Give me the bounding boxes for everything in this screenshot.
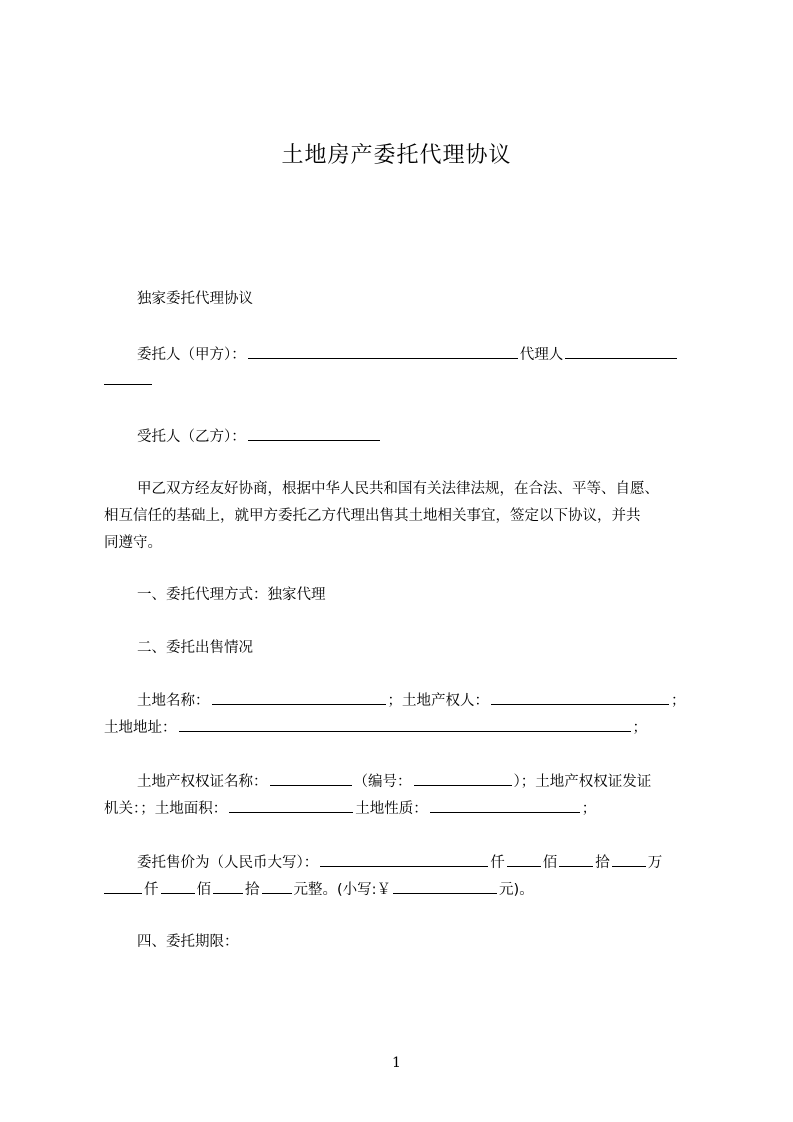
- price-small-close: 元)。: [499, 882, 534, 898]
- price-blank[interactable]: [612, 852, 646, 867]
- cert-area-label: 机关：；土地面积：: [104, 801, 228, 817]
- preamble-line-1: 甲乙双方经友好协商，根据中华人民共和国有关法律法规，在合法、平等、自愿、: [137, 481, 659, 497]
- preamble-line-2: 相互信任的基础上，就甲方委托乙方代理出售其土地相关事宜，签定以下协议，并共: [104, 508, 641, 524]
- unit-qian: 仟: [144, 882, 159, 898]
- price-small-label: 元整。(小写:￥: [293, 882, 392, 898]
- separator: ；: [632, 720, 647, 736]
- trustee-blank[interactable]: [248, 426, 380, 441]
- principal-line: [137, 344, 679, 365]
- land-name-line: [137, 690, 686, 711]
- agent-blank[interactable]: [565, 344, 677, 359]
- preamble-line-3: 同遵守。: [104, 535, 162, 551]
- cert-issuer-label-start: ）；土地产权权证发证: [513, 774, 652, 790]
- land-address-line: [104, 717, 647, 738]
- section-2-heading: 二、委托出售情况: [137, 640, 253, 656]
- subtitle: 独家委托代理协议: [137, 291, 253, 307]
- separator: ；: [581, 801, 597, 817]
- cert-number-blank[interactable]: [414, 771, 512, 786]
- trustee-line: [137, 426, 382, 447]
- price-blank[interactable]: [559, 852, 593, 867]
- price-label: 委托售价为（人民币大写）：: [137, 855, 319, 871]
- unit-bai: 佰: [196, 882, 211, 898]
- price-line: [137, 852, 662, 873]
- land-owner-blank[interactable]: [491, 690, 669, 705]
- cert-area-line: [104, 798, 596, 819]
- agent-blank-continued-line: [104, 370, 152, 391]
- land-area-blank[interactable]: [229, 798, 353, 813]
- land-address-blank[interactable]: [179, 717, 631, 732]
- unit-shi: 拾: [595, 855, 610, 871]
- price-blank[interactable]: [161, 879, 195, 894]
- price-blank-main[interactable]: [320, 852, 488, 867]
- cert-number-label: （编号：: [353, 774, 412, 790]
- price-blank[interactable]: [104, 879, 142, 894]
- agent-blank-continued[interactable]: [104, 370, 152, 385]
- unit-bai: 佰: [542, 855, 558, 871]
- unit-wan: 万: [647, 855, 663, 871]
- price-line-2: [104, 879, 534, 900]
- trustee-label: 受托人（乙方）：: [137, 429, 246, 445]
- land-name-label: 土地名称：: [137, 693, 210, 709]
- cert-name-blank[interactable]: [270, 771, 352, 786]
- price-blank[interactable]: [262, 879, 292, 894]
- cert-name-label: 土地产权权证名称：: [137, 774, 268, 790]
- price-blank[interactable]: [507, 852, 541, 867]
- document-title: 土地房产委托代理协议: [281, 143, 512, 168]
- cert-line: [137, 771, 651, 792]
- unit-shi: 拾: [245, 882, 260, 898]
- separator: ；: [387, 693, 402, 709]
- agent-label: 代理人: [519, 347, 564, 363]
- land-name-blank[interactable]: [212, 690, 386, 705]
- land-nature-label: 土地性质：: [355, 801, 428, 817]
- principal-label: 委托人（甲方）：: [137, 347, 246, 363]
- land-nature-blank[interactable]: [430, 798, 580, 813]
- unit-qian: 仟: [490, 855, 505, 871]
- land-owner-label: 土地产权人：: [402, 693, 489, 709]
- separator: ；: [671, 693, 686, 709]
- section-4-heading: 四、委托期限：: [137, 934, 239, 950]
- principal-blank[interactable]: [248, 344, 518, 359]
- section-1-heading: 一、委托代理方式：独家代理: [137, 587, 326, 603]
- price-small-blank[interactable]: [393, 879, 497, 894]
- page-number: 1: [392, 1055, 401, 1071]
- land-address-label: 土地地址：: [104, 720, 177, 736]
- price-blank[interactable]: [213, 879, 243, 894]
